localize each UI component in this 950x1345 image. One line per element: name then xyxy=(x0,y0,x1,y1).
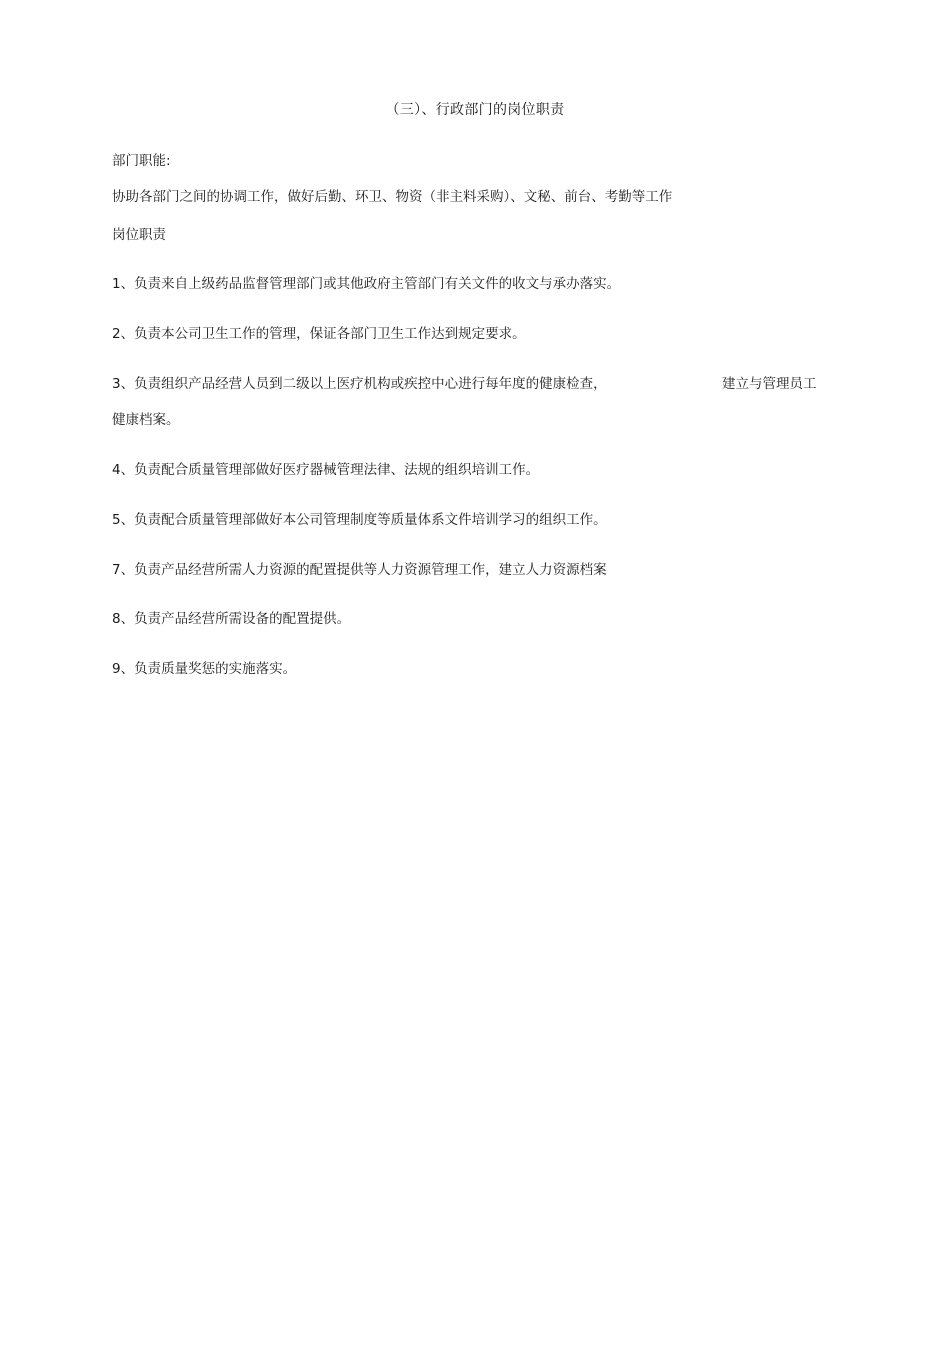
section-title: （三）、行政部门的岗位职责 xyxy=(385,102,565,118)
dept-function-text: 协助各部门之间的协调工作，做好后勤、环卫、物资（非主料采购）、文秘、前台、考勤等工作 xyxy=(112,189,673,205)
duty-item-9: 9、负责质量奖惩的实施落实。 xyxy=(112,661,297,677)
duty-item-8: 8、负责产品经营所需设备的配置提供。 xyxy=(112,611,351,627)
dept-function-heading: 部门职能: xyxy=(112,153,171,169)
duty-item-5: 5、负责配合质量管理部做好本公司管理制度等质量体系文件培训学习的组织工作。 xyxy=(112,512,607,528)
duty-item-3: 3、负责组织产品经营人员到二级以上医疗机构或疾控中心进行每年度的健康检查， xyxy=(112,376,607,392)
duty-item-4: 4、负责配合质量管理部做好医疗器械管理法律、法规的组织培训工作。 xyxy=(112,462,540,478)
duty-item-7: 7、负责产品经营所需人力资源的配置提供等人力资源管理工作，建立人力资源档案 xyxy=(112,562,607,578)
duty-item-3-continuation: 建立与管理员工 xyxy=(722,376,817,392)
duties-heading: 岗位职责 xyxy=(112,227,166,243)
duty-item-1: 1、负责来自上级药品监督管理部门或其他政府主管部门有关文件的收文与承办落实。 xyxy=(112,276,621,292)
duty-item-2: 2、负责本公司卫生工作的管理，保证各部门卫生工作达到规定要求。 xyxy=(112,326,526,342)
duty-item-3-wrap: 健康档案。 xyxy=(112,412,180,428)
